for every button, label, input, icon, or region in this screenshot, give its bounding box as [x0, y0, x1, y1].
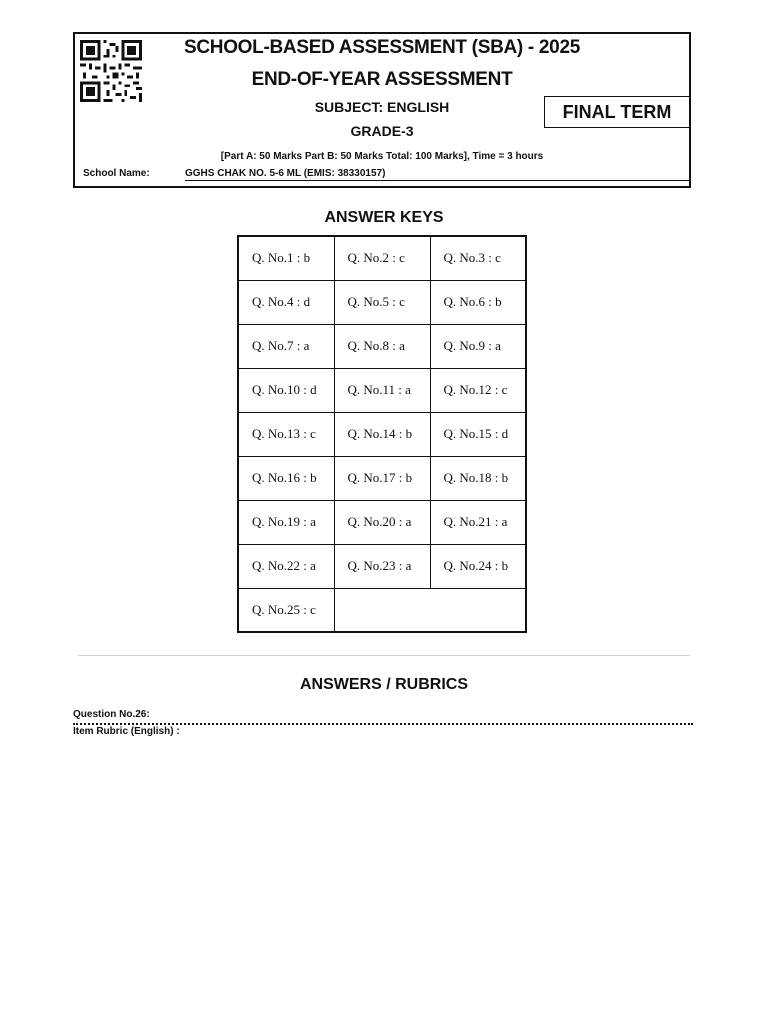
table-row: [238, 544, 526, 588]
answer-key-cell: Q. No.25 : c: [238, 588, 334, 632]
answer-key-cell: Q. No.8 : a: [334, 324, 430, 368]
marks-info: [Part A: 50 Marks Part B: 50 Marks Total: 100 Marks], Time = 3 hours: [220, 151, 544, 162]
question-26-label: Question No.26:: [73, 709, 150, 720]
table-row: [238, 236, 526, 280]
table-row: [238, 588, 526, 632]
answer-key-cell: Q. No.10 : d: [238, 368, 334, 412]
answer-key-cell: [334, 588, 526, 632]
answer-key-cell: Q. No.20 : a: [334, 500, 430, 544]
answer-key-cell: Q. No.22 : a: [238, 544, 334, 588]
answer-key-cell: Q. No.9 : a: [430, 324, 526, 368]
answer-key-cell: Q. No.5 : c: [334, 280, 430, 324]
answer-key-cell: Q. No.13 : c: [238, 412, 334, 456]
grade-label: GRADE-3: [350, 123, 414, 139]
answer-key-cell: Q. No.3 : c: [430, 236, 526, 280]
answer-key-cell: Q. No.11 : a: [334, 368, 430, 412]
answer-key-cell: Q. No.7 : a: [238, 324, 334, 368]
item-rubric-label: Item Rubric (English) :: [73, 726, 180, 737]
school-name-value: GGHS CHAK NO. 5-6 ML (EMIS: 38330157): [185, 168, 689, 181]
school-name-label: School Name:: [83, 168, 150, 179]
table-row: [238, 456, 526, 500]
answer-keys-title: ANSWER KEYS: [324, 209, 444, 226]
answer-key-cell: Q. No.16 : b: [238, 456, 334, 500]
dotted-separator: [73, 723, 693, 725]
assessment-header: [73, 32, 691, 188]
answer-key-cell: Q. No.19 : a: [238, 500, 334, 544]
table-row: [238, 412, 526, 456]
table-row: [238, 324, 526, 368]
table-row: [238, 500, 526, 544]
answer-key-cell: Q. No.21 : a: [430, 500, 526, 544]
answer-key-cell: Q. No.15 : d: [430, 412, 526, 456]
answer-key-cell: Q. No.18 : b: [430, 456, 526, 500]
answer-keys-table: [237, 235, 527, 633]
answer-key-cell: Q. No.24 : b: [430, 544, 526, 588]
answer-key-cell: Q. No.14 : b: [334, 412, 430, 456]
term-badge: FINAL TERM: [544, 96, 690, 128]
answer-key-cell: Q. No.4 : d: [238, 280, 334, 324]
rubrics-title: ANSWERS / RUBRICS: [299, 676, 468, 693]
answer-key-cell: Q. No.12 : c: [430, 368, 526, 412]
answer-key-cell: Q. No.2 : c: [334, 236, 430, 280]
answer-key-cell: Q. No.6 : b: [430, 280, 526, 324]
answer-key-cell: Q. No.1 : b: [238, 236, 334, 280]
table-row: [238, 368, 526, 412]
assessment-subtitle: END-OF-YEAR ASSESSMENT: [251, 69, 513, 90]
answer-key-cell: Q. No.17 : b: [334, 456, 430, 500]
subject-label: SUBJECT: ENGLISH: [314, 99, 450, 115]
section-divider: [78, 655, 690, 656]
table-row: [238, 280, 526, 324]
answer-key-cell: Q. No.23 : a: [334, 544, 430, 588]
assessment-title: SCHOOL-BASED ASSESSMENT (SBA) - 2025: [183, 37, 580, 58]
